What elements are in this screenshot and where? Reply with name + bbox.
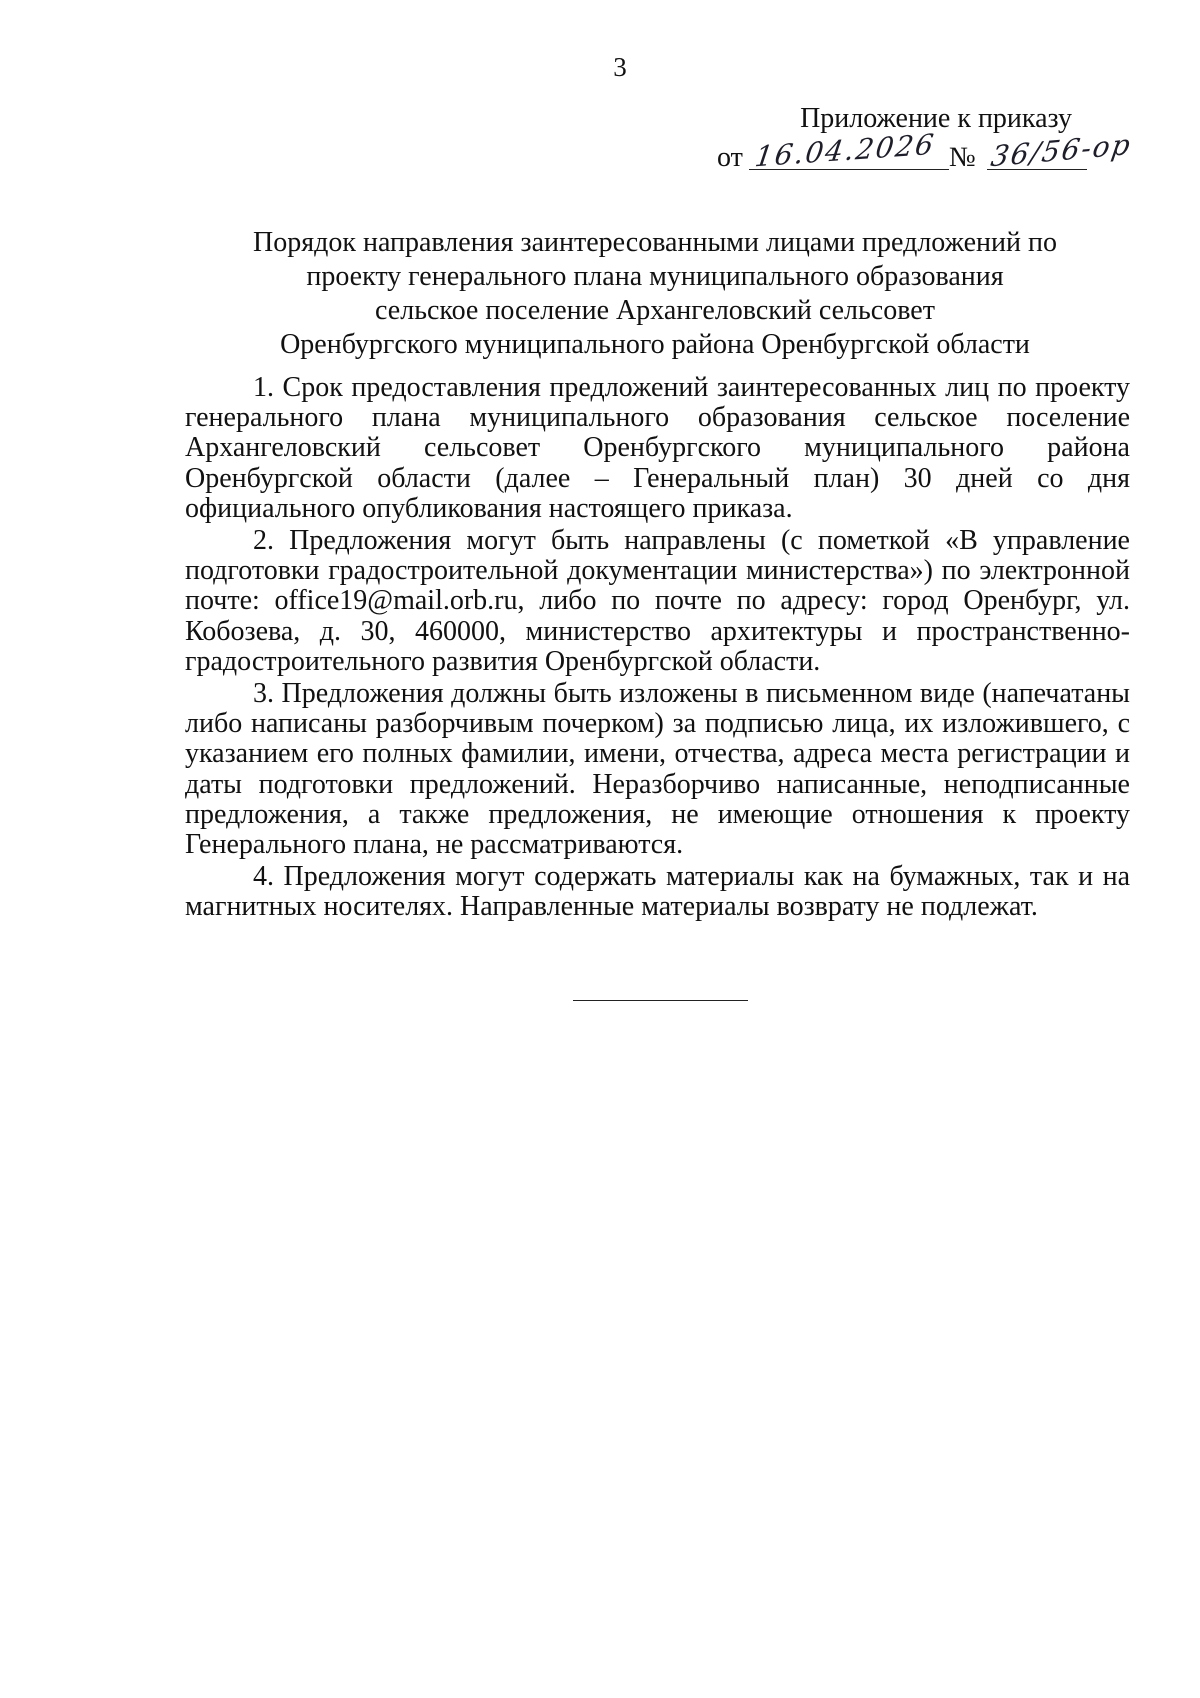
order-reference-line — [717, 127, 1157, 182]
order-number-handwritten: 36/56-ор — [988, 127, 1135, 174]
paragraph-deadline: 1. Срок предоставления предложений заинтересованных лиц по проекту генерального плана муниципального образования сельское поселение Архангеловский сельсовет Оренбургского муниципального района Оренбургской области (далее – Генеральный план) 30 дней со дня официального опубликования настоящего приказа. — [185, 372, 1130, 524]
order-number-label: № — [949, 142, 976, 173]
title-line: сельское поселение Архангеловский сельсовет — [375, 295, 935, 326]
order-date-handwritten: 16.04.2026 — [752, 127, 938, 174]
end-divider — [573, 1000, 748, 1001]
title-line: Оренбургского муниципального района Оренбургской области — [280, 329, 1030, 360]
document-title — [190, 226, 1120, 362]
title-line: проекту генерального плана муниципального образования — [306, 261, 1004, 292]
order-from-label: от — [717, 142, 743, 173]
paragraph-format-requirements: 3. Предложения должны быть изложены в письменном виде (напечатаны либо написаны разборчивым почерком) за подписью лица, их изложившего, с указанием его полных фамилии, имени, отчества, адреса места регистрации и даты подготовки предложений. Неразборчиво написанные, неподписанные предложения, а также предложения, не имеющие отношения к проекту Генерального плана, не рассматриваются. — [185, 678, 1130, 861]
order-number-field — [987, 127, 1135, 174]
title-line: Порядок направления заинтересованными лицами предложений по — [253, 227, 1057, 258]
paragraph-materials: 4. Предложения могут содержать материалы как на бумажных, так и на магнитных носителях. Направленные материалы возврату не подлежат. — [185, 861, 1130, 923]
page-number: 3 — [613, 52, 627, 82]
appendix-caption: Приложение к приказу — [800, 103, 1072, 134]
paragraph-submission-channels: 2. Предложения могут быть направлены (с пометкой «В управление подготовки градостроительной документации министерства») по электронной почте: office19@mail.orb.ru, либо по почте по адресу: город Оренбург, ул. Кобозева, д. 30, 460000, министерство архитектуры и пространственно-градостроительного развития Оренбургской области. — [185, 525, 1130, 677]
order-date-field — [749, 127, 949, 174]
document-body — [185, 373, 1130, 925]
